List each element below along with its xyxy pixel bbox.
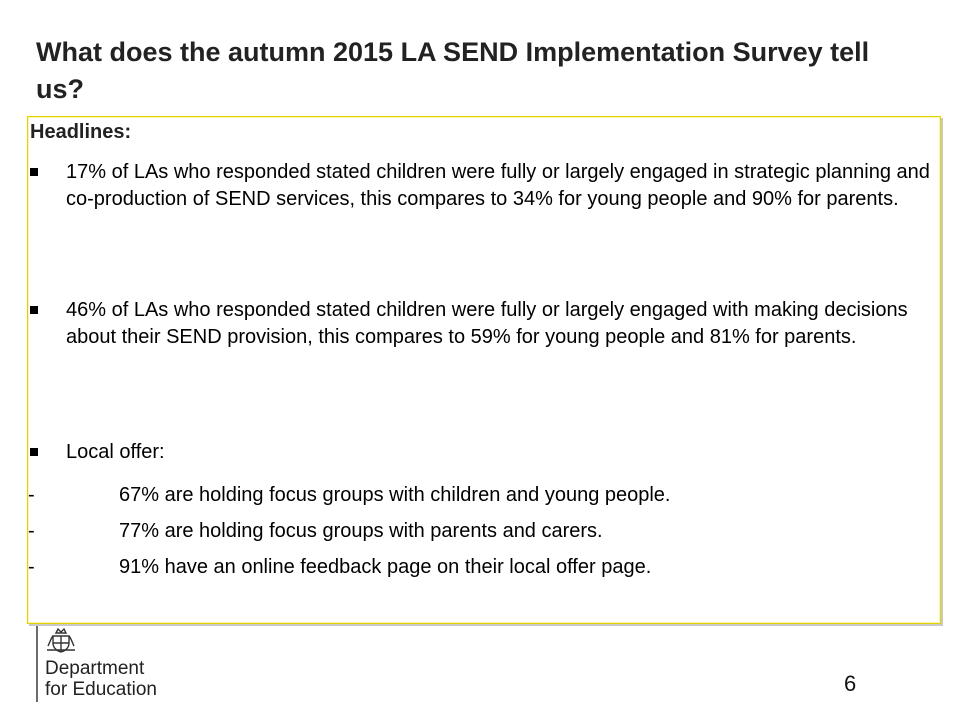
bullet-square-icon xyxy=(30,448,38,456)
department-for-education-logo xyxy=(36,620,186,704)
sub-list-text: 77% are holding focus groups with parents and carers. xyxy=(119,520,603,542)
dash-marker: - xyxy=(28,484,35,506)
bullet-item xyxy=(30,297,930,351)
bullet-item xyxy=(30,439,930,466)
headlines-box xyxy=(27,116,941,624)
dash-marker: - xyxy=(28,556,35,578)
bullet-item xyxy=(30,159,930,213)
sub-list-text: 91% have an online feedback page on their local offer page. xyxy=(119,556,652,578)
dash-marker: - xyxy=(28,520,35,542)
page-number: 6 xyxy=(844,671,857,696)
logo-line-1: Department xyxy=(45,658,145,679)
slide-title: What does the autumn 2015 LA SEND Implementation Survey tell us? xyxy=(36,37,870,104)
royal-crest-icon xyxy=(44,624,78,654)
bullet-text: Local offer: xyxy=(66,441,165,463)
bullet-text: 46% of LAs who responded stated children were fully or largely engaged with making decisions about their SEND provision, this compares to 59% for young people and 81% for parents. xyxy=(66,299,908,348)
bullet-square-icon xyxy=(30,306,38,314)
headlines-label: Headlines: xyxy=(30,121,132,143)
logo-rule xyxy=(36,626,38,702)
bullet-text: 17% of LAs who responded stated children were fully or largely engaged in strategic planning and co-production of SEND services, this compares to 34% for young people and 90% for parents. xyxy=(66,161,930,210)
logo-text xyxy=(45,658,157,700)
logo-line-2: for Education xyxy=(45,679,157,700)
sub-list-text: 67% are holding focus groups with children and young people. xyxy=(119,484,671,506)
bullet-square-icon xyxy=(30,168,38,176)
